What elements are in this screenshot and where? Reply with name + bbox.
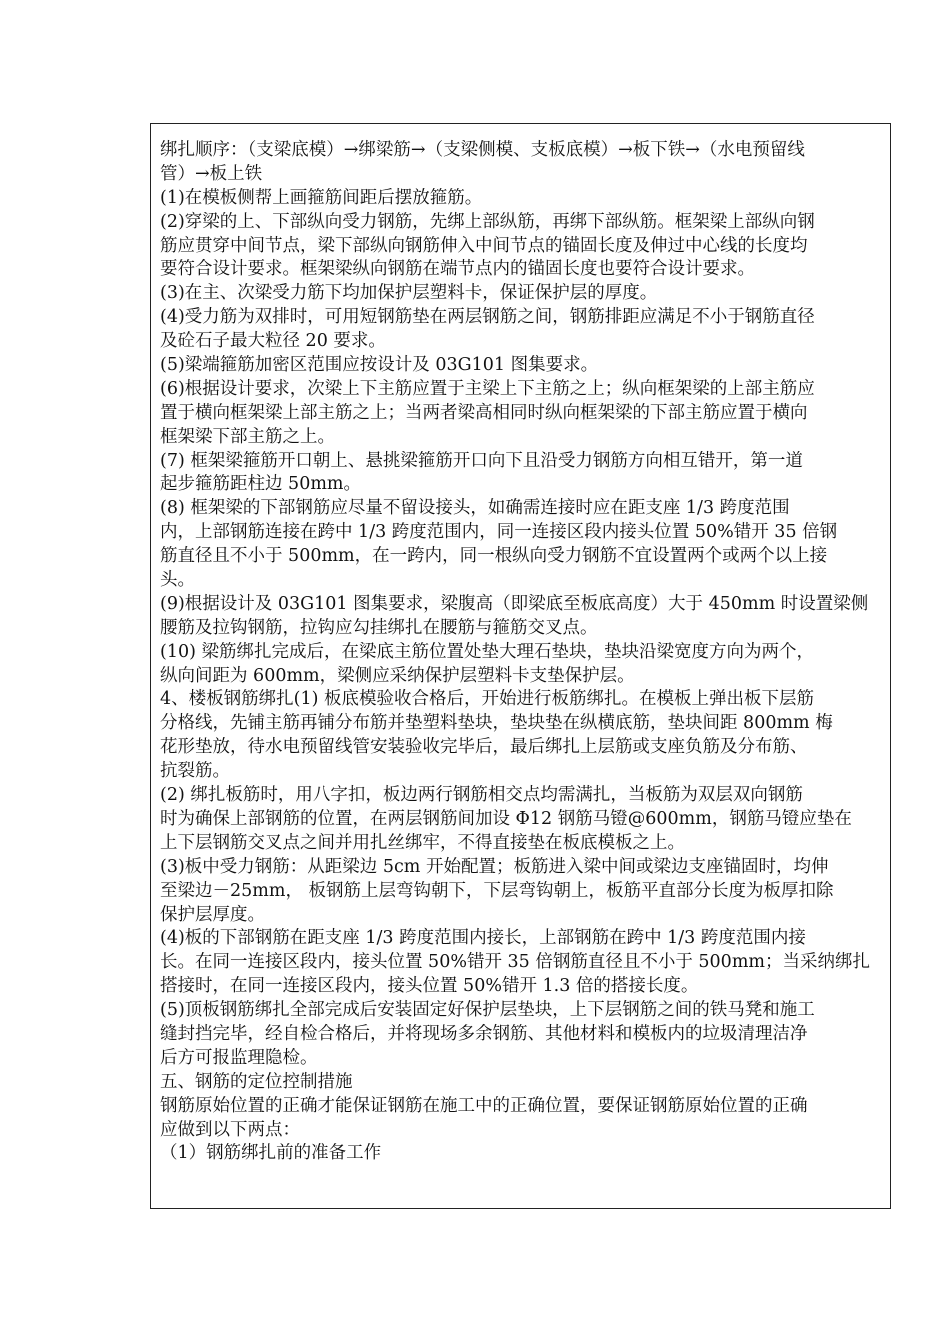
text-line: (5)顶板钢筋绑扎全部完成后安装固定好保护层垫块，上下层钢筋之间的铁马凳和施工 — [160, 1000, 815, 1021]
text-line: 筋直径且不小于 500mm，在一跨内，同一根纵向受力钢筋不宜设置两个或两个以上接 — [160, 546, 828, 567]
text-line: 起步箍筋距柱边 50mm。 — [160, 474, 362, 495]
text-line: 抗裂筋。 — [160, 761, 230, 782]
text-line: 腰筋及拉钩钢筋，拉钩应勾挂绑扎在腰筋与箍筋交叉点。 — [160, 617, 598, 638]
text-line: 纵向间距为 600mm，梁侧应采纳保护层塑料卡支垫保护层。 — [160, 665, 635, 686]
text-line: (1)在模板侧帮上画箍筋间距后摆放箍筋。 — [160, 187, 483, 208]
text-line: (7) 框架梁箍筋开口朝上、悬挑梁箍筋开口向下且沿受力钢筋方向相互错开，第一道 — [160, 450, 803, 471]
text-line: 及砼石子最大粒径 20 要求。 — [160, 331, 386, 352]
table-cell-frame — [150, 123, 891, 1209]
text-line: (4)受力筋为双排时，可用短钢筋垫在两层钢筋之间，钢筋排距应满足不小于钢筋直径 — [160, 307, 815, 328]
text-line: (6)根据设计要求，次梁上下主筋应置于主梁上下主筋之上；纵向框架梁的上部主筋应 — [160, 378, 815, 399]
text-line: (3)板中受力钢筋：从距梁边 5cm 开始配置；板筋进入梁中间或梁边支座锚固时，均伸 — [160, 856, 829, 877]
text-line: (5)梁端箍筋加密区范围应按设计及 03G101 图集要求。 — [160, 355, 599, 376]
document-body — [160, 139, 882, 1166]
text-line: (2) 绑扎板筋时，用八字扣，板边两行钢筋相交点均需满扎，当板筋为双层双向钢筋 — [160, 785, 803, 806]
text-line: 钢筋原始位置的正确才能保证钢筋在施工中的正确位置，要保证钢筋原始位置的正确 — [160, 1095, 808, 1116]
text-line: 缝封挡完毕，经自检合格后，并将现场多余钢筋、其他材料和模板内的垃圾清理洁净 — [160, 1023, 808, 1044]
text-line: 五、钢筋的定位控制措施 — [160, 1071, 353, 1092]
text-line: 至梁边－25mm， 板钢筋上层弯钩朝下，下层弯钩朝上，板筋平直部分长度为板厚扣除 — [160, 880, 834, 901]
text-line: 后方可报监理隐检。 — [160, 1047, 318, 1068]
text-line: 框架梁下部主筋之上。 — [160, 426, 335, 447]
text-line: 上下层钢筋交叉点之间并用扎丝绑牢，不得直接垫在板底模板之上。 — [160, 832, 685, 853]
text-line: 时为确保上部钢筋的位置，在两层钢筋间加设 Φ12 钢筋马镫@600mm，钢筋马镫应垫在 — [160, 808, 852, 829]
text-line: 分格线，先铺主筋再铺分布筋并垫塑料垫块，垫块垫在纵横底筋，垫块间距 800mm 梅 — [160, 713, 833, 734]
text-line: 内，上部钢筋连接在跨中 1/3 跨度范围内，同一连接区段内接头位置 50%错开 35 倍钢 — [160, 522, 838, 543]
text-line: (4)板的下部钢筋在距支座 1/3 跨度范围内接长，上部钢筋在跨中 1/3 跨度范围内接 — [160, 928, 806, 949]
text-line: 搭接时，在同一连接区段内，接头位置 50%错开 1.3 倍的搭接长度。 — [160, 976, 699, 997]
text-line: (9)根据设计及 03G101 图集要求，梁腹高（即梁底至板底高度）大于 450mm 时设置梁侧 — [160, 593, 869, 614]
text-line: 要符合设计要求。框架梁纵向钢筋在端节点内的锚固长度也要符合设计要求。 — [160, 259, 755, 280]
text-line: (10) 梁筋绑扎完成后，在梁底主筋位置处垫大理石垫块，垫块沿梁宽度方向为两个， — [160, 641, 814, 662]
text-line: 保护层厚度。 — [160, 904, 265, 925]
text-line: (3)在主、次梁受力筋下均加保护层塑料卡，保证保护层的厚度。 — [160, 283, 658, 304]
text-line: 头。 — [160, 570, 195, 591]
text-line: 绑扎顺序：（支梁底模）→绑梁筋→（支梁侧模、支板底模）→板下铁→（水电预留线 — [160, 140, 805, 160]
text-line: 4、楼板钢筋绑扎(1) 板底模验收合格后，开始进行板筋绑扎。在模板上弹出板下层筋 — [160, 689, 814, 710]
text-line: (2)穿梁的上、下部纵向受力钢筋，先绑上部纵筋，再绑下部纵筋。框架梁上部纵向钢 — [160, 211, 815, 232]
text-line: 管）→板上铁 — [160, 163, 263, 184]
text-line: 花形垫放，待水电预留线管安装验收完毕后，最后绑扎上层筋或支座负筋及分布筋、 — [160, 737, 808, 758]
text-line: 置于横向框架梁上部主筋之上；当两者梁高相同时纵向框架梁的下部主筋应置于横向 — [160, 402, 808, 423]
text-line: (8) 框架梁的下部钢筋应尽量不留设接头，如确需连接时应在距支座 1/3 跨度范围 — [160, 498, 790, 519]
text-line: （1）钢筋绑扎前的准备工作 — [160, 1143, 382, 1164]
text-line: 长。在同一连接区段内，接头位置 50%错开 35 倍钢筋直径且不小于 500mm；当采纳绑扎 — [160, 952, 871, 973]
text-line: 筋应贯穿中间节点，梁下部纵向钢筋伸入中间节点的锚固长度及伸过中心线的长度均 — [160, 235, 808, 256]
text-line: 应做到以下两点： — [160, 1119, 300, 1140]
